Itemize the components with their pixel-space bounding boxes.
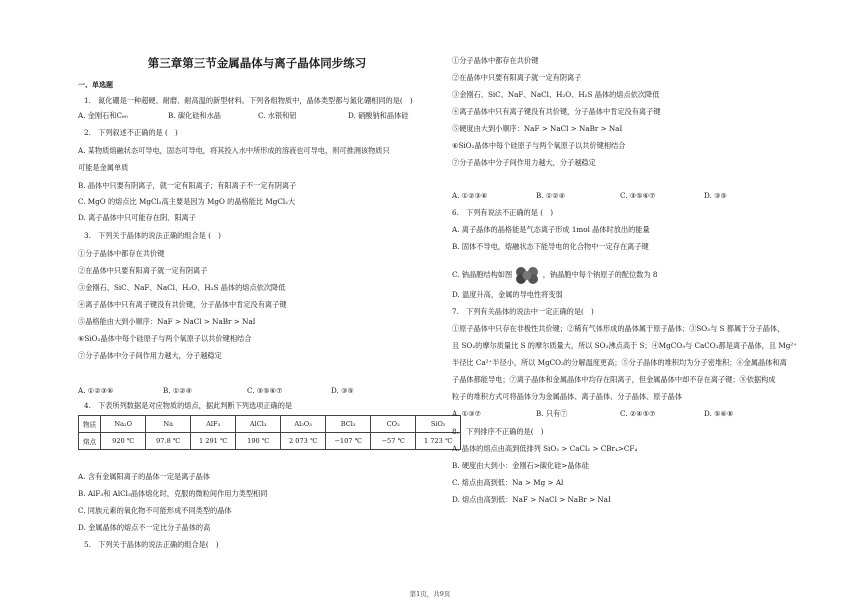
question-8: 8. 下列排序不正确的是( ): [452, 427, 544, 436]
table-cell: −57 ℃: [371, 433, 416, 450]
question-2-option-d: D. 离子晶体中只可能存在阴、阳离子: [78, 213, 196, 222]
table-row: [79, 433, 461, 450]
question-3: 3. 下列关于晶体的说法正确的组合是 ( ): [84, 231, 221, 240]
option-b: B. 只有⑦: [536, 409, 568, 418]
option-a: A. 金刚石和C₆₀: [78, 111, 128, 120]
option-a: A. ①②③⑥: [78, 386, 114, 395]
table-cell: AlF₃: [191, 416, 236, 433]
question-8-option-b: B. 硬度由大到小：金刚石>碳化硅>晶体硅: [452, 461, 589, 470]
question-8-option-a: A. 晶体的熔点由高到低排列 SiO₂ > CaCl₂ > CBr₄>CF₄: [452, 444, 638, 453]
question-6-option-b: B. 固体不导电，熔融状态下能导电的化合物中一定存在离子键: [452, 242, 649, 251]
table-cell: Na₂O: [101, 416, 146, 433]
option-b: B. ①②④: [163, 386, 193, 395]
question-7-line-1: ①原子晶体中只存在非极性共价键；②稀有气体形成的晶体属于原子晶体；③SO₂与 S 都属于分子晶体，: [452, 324, 785, 333]
question-7: 7. 下列有关晶体的说法中一定正确的是( ): [452, 307, 594, 316]
question-6-option-d: D. 温度升高，金属的导电性将变弱: [452, 290, 563, 299]
question-7-line-3: 半径比 Ca²⁺半径小，所以 MgCO₃的分解温度更高；⑤分子晶体的堆积均为分子密堆积；⑥金属晶体和离: [452, 358, 787, 367]
statement-6: ⑥SiO₂晶体中每个硅原子与两个氧原子以共价键相结合: [78, 334, 252, 343]
question-7-line-4: 子晶体都能导电；⑦离子晶体和金属晶体中均存在阳离子，但金属晶体中却不存在离子键；⑧依据构成: [452, 375, 776, 384]
question-2-option-c: C. MgO 的熔点比 MgCl₂高主要是因为 MgO 的晶格能比 MgCl₂大: [78, 197, 296, 206]
table-cell: 2 073 ℃: [281, 433, 326, 450]
table-cell: Al₂O₃: [281, 416, 326, 433]
question-5-options: [452, 191, 764, 200]
option-c: C. ③⑤⑥⑦: [247, 386, 283, 395]
option-d: D. ⑤⑥⑧: [704, 409, 734, 418]
question-8-option-d: D. 熔点由高到低：NaF > NaCl > NaBr > NaI: [452, 495, 611, 504]
statement-1: ①分子晶体中都存在共价键: [452, 56, 539, 65]
statement-3: ③金刚石、SiC、NaF、NaCl、H₂O、H₂S 晶体的熔点依次降低: [78, 283, 286, 292]
melting-point-table: [78, 415, 461, 450]
section-heading: 一、单选题: [78, 81, 113, 89]
statement-6: ⑥SiO₂晶体中每个硅原子与两个氧原子以共价键相结合: [452, 141, 626, 150]
statement-7: ⑦分子晶体中分子间作用力越大，分子越稳定: [78, 351, 222, 360]
statement-4: ④离子晶体中只有离子键没有共价键，分子晶体中肯定没有离子键: [78, 300, 287, 309]
option-c-text-1: C. 钠晶胞结构如图: [452, 270, 513, 279]
statement-5: ⑤晶格能由大到小顺序：NaF > NaCl > NaBr > NaI: [78, 317, 256, 326]
statement-4: ④离子晶体中只有离子键没有共价键，分子晶体中肯定没有离子键: [452, 107, 661, 116]
table-row: [79, 416, 461, 433]
table-cell: 熔点: [79, 433, 101, 450]
question-2-option-a-line1: A. 某物质熔融状态可导电，固态可导电，将其投入水中所形成的溶液也可导电，则可推测该物质只: [78, 146, 390, 155]
statement-7: ⑦分子晶体中分子间作用力越大，分子越稳定: [452, 158, 596, 167]
option-d: D. ③⑤: [704, 191, 727, 200]
question-6-option-a: A. 离子晶体的晶格能是气态离子形成 1mol 晶体时放出的能量: [452, 225, 650, 234]
option-c-text-2: ，钠晶胞中每个钠原子的配位数为 8: [542, 270, 658, 279]
question-7-options: [452, 409, 764, 419]
statement-5: ⑤硬度由大到小顺序：NaF > NaCl > NaBr > NaI: [452, 124, 623, 133]
option-c: C. ③⑤⑥⑦: [620, 191, 656, 200]
option-c: C. ②④⑤⑦: [620, 409, 656, 418]
option-a: A. ①②③⑥: [452, 191, 488, 200]
question-4-option-b: B. AlF₃和 AlCl₃晶体熔化时，克服的微粒间作用力类型相同: [78, 489, 268, 498]
table-cell: 190 ℃: [236, 433, 281, 450]
table-cell: 1 723 ℃: [416, 433, 461, 450]
question-7-line-2: 且 SO₂的摩尔质量比 S 的摩尔质量大，所以 SO₂沸点高于 S；④MgCO₃与 CaCO₃都是离子晶体，且 Mg²⁺: [452, 341, 797, 350]
statement-3: ③金刚石、SiC、NaF、NaCl、H₂O、H₂S 晶体的熔点依次降低: [452, 90, 660, 99]
table-cell: CO₂: [371, 416, 416, 433]
sodium-unit-cell-icon: [514, 266, 540, 284]
table-cell: Na: [146, 416, 191, 433]
table-cell: SiO₂: [416, 416, 461, 433]
page-title: 第三章第三节金属晶体与离子晶体同步练习: [147, 56, 367, 70]
question-4-option-c: C. 同族元素的氧化物不可能形成不同类型的晶体: [78, 506, 232, 515]
page-footer: 第1页，共9页: [409, 590, 451, 598]
question-2-option-a-line2: 可能是金属单质: [78, 163, 129, 172]
question-2: 2. 下列叙述不正确的是 ( ): [84, 128, 178, 137]
table-cell: AlCl₃: [236, 416, 281, 433]
question-4: 4. 下表所列数据是对应物质的熔点，据此判断下列选项正确的是: [84, 401, 293, 410]
question-8-option-c: C. 熔点由高到低：Na > Mg > Al: [452, 478, 564, 487]
question-1-options: [78, 111, 438, 121]
option-b: B. ①②④: [536, 191, 566, 200]
option-c: C. 水银和铝: [258, 111, 297, 120]
table-cell: 物质: [79, 416, 101, 433]
statement-2: ②在晶体中只要有阳离子就一定有阴离子: [452, 73, 582, 82]
option-d: D. ③⑤: [331, 386, 354, 395]
option-d: D. 硝酸钠和晶体硅: [348, 111, 409, 120]
table-cell: 920 ℃: [101, 433, 146, 450]
question-5: 5. 下列关于晶体的说法正确的组合是( ): [84, 540, 219, 549]
question-7-line-5: 粒子的堆积方式可将晶体分为金属晶体、离子晶体、分子晶体、原子晶体: [452, 392, 683, 401]
table-cell: BCl₃: [326, 416, 371, 433]
question-4-option-d: D. 金属晶体的熔点不一定比分子晶体的高: [78, 523, 211, 532]
statement-1: ①分子晶体中都存在共价键: [78, 249, 165, 258]
table-cell: −107 ℃: [326, 433, 371, 450]
option-a: A. ①③⑦: [452, 409, 482, 418]
question-3-options: [78, 386, 391, 395]
question-1: 1. 氮化硼是一种超硬、耐磨、耐高温的新型材料。下列各组物质中，晶体类型都与氮化硼相同的是( ): [84, 96, 413, 105]
question-2-option-b: B. 晶体中只要有阴离子，就一定有阳离子；有阳离子不一定有阴离子: [78, 181, 297, 190]
statement-2: ②在晶体中只要有阳离子就一定有阴离子: [78, 266, 208, 275]
question-6-option-c: [452, 266, 657, 284]
table-cell: 1 291 ℃: [191, 433, 236, 450]
question-6: 6. 下列有说法不正确的是 ( ): [452, 208, 554, 217]
option-b: B. 碳化硅和水晶: [168, 111, 221, 120]
table-cell: 97.8 ℃: [146, 433, 191, 450]
question-4-option-a: A. 含有金属阳离子的晶体一定是离子晶体: [78, 472, 210, 481]
